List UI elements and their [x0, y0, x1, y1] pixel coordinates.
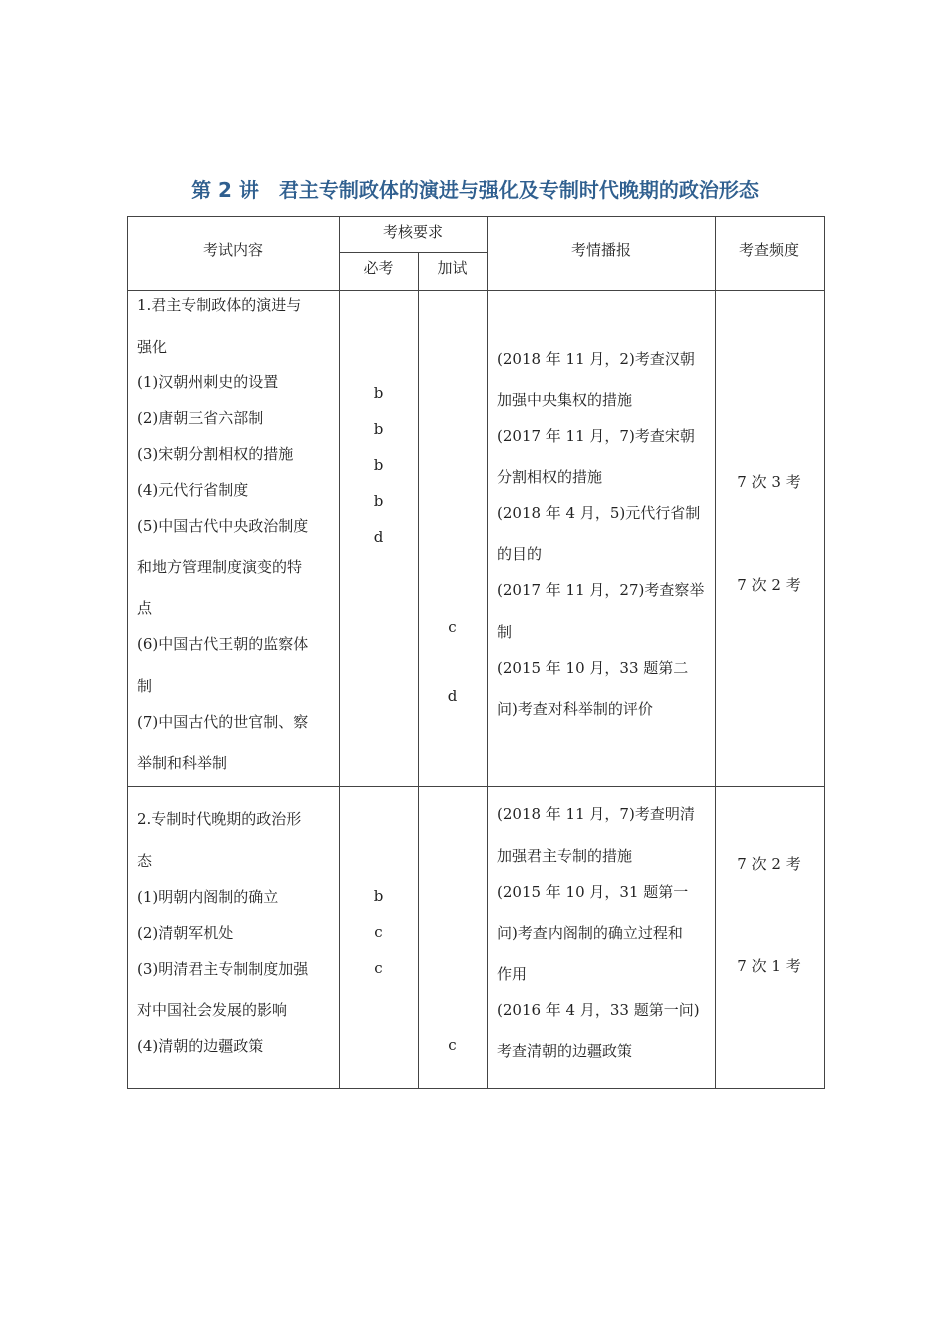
- content-line: (7)中国古代的世官制、察: [137, 713, 309, 731]
- required-grade: d: [373, 528, 384, 546]
- header-extra: 加试: [437, 259, 468, 277]
- header-frequency: 考查频度: [738, 241, 799, 259]
- report-line: (2015 年 10 月，31 题第一: [497, 883, 689, 901]
- required-grade: b: [373, 492, 384, 510]
- header-content: 考试内容: [202, 241, 263, 259]
- content-line: (4)元代行省制度: [137, 481, 249, 499]
- content-line: (2)清朝军机处: [137, 924, 234, 942]
- report-line: (2018 年 11 月，2)考查汉朝: [497, 350, 695, 368]
- extra-grade: c: [448, 618, 457, 636]
- table-divider: [339, 252, 487, 253]
- content-line: 强化: [137, 338, 168, 356]
- content-line: 点: [137, 599, 153, 617]
- table-divider: [487, 216, 488, 1088]
- report-line: 问)考查对科举制的评价: [497, 700, 653, 718]
- report-line: 考查清朝的边疆政策: [497, 1042, 633, 1060]
- report-line: 加强中央集权的措施: [497, 391, 633, 409]
- table-divider: [127, 290, 824, 291]
- frequency-value: 7 次 3 考: [737, 473, 801, 491]
- report-line: 作用: [497, 965, 528, 983]
- report-line: (2017 年 11 月，27)考查察举: [497, 581, 705, 599]
- report-line: 加强君主专制的措施: [497, 847, 633, 865]
- content-line: (3)明清君主专制制度加强: [137, 960, 309, 978]
- content-line: (4)清朝的边疆政策: [137, 1037, 264, 1055]
- table-divider: [418, 252, 419, 1088]
- content-line: 和地方管理制度演变的特: [137, 558, 303, 576]
- report-line: 分割相权的措施: [497, 468, 603, 486]
- frequency-value: 7 次 1 考: [737, 957, 801, 975]
- report-line: 的目的: [497, 545, 543, 563]
- required-grade: c: [374, 923, 383, 941]
- content-line: 举制和科举制: [137, 754, 228, 772]
- required-grade: b: [373, 384, 384, 402]
- report-line: 问)考查内阁制的确立过程和: [497, 924, 683, 942]
- frequency-value: 7 次 2 考: [737, 576, 801, 594]
- required-grade: b: [373, 456, 384, 474]
- page-title: 第 2 讲 君主专制政体的演进与强化及专制时代晚期的政治形态: [191, 178, 759, 202]
- content-line: 对中国社会发展的影响: [137, 1001, 288, 1019]
- header-required: 必考: [363, 259, 394, 277]
- header-report: 考情播报: [570, 241, 631, 259]
- content-line: (1)明朝内阁制的确立: [137, 888, 279, 906]
- content-line: 2.专制时代晚期的政治形: [137, 810, 302, 828]
- content-line: 态: [137, 852, 153, 870]
- report-line: (2017 年 11 月，7)考查宋朝: [497, 427, 695, 445]
- content-line: (1)汉朝州刺史的设置: [137, 373, 279, 391]
- table-divider: [127, 786, 824, 787]
- report-line: (2015 年 10 月，33 题第二: [497, 659, 689, 677]
- frequency-value: 7 次 2 考: [737, 855, 801, 873]
- content-line: 制: [137, 677, 153, 695]
- content-line: (5)中国古代中央政治制度: [137, 517, 309, 535]
- table-divider: [339, 216, 340, 1088]
- content-line: (2)唐朝三省六部制: [137, 409, 264, 427]
- content-line: 1.君主专制政体的演进与: [137, 296, 302, 314]
- extra-grade: d: [447, 687, 458, 705]
- report-line: (2018 年 4 月，5)元代行省制: [497, 504, 701, 522]
- report-line: (2016 年 4 月，33 题第一问): [497, 1001, 700, 1019]
- required-grade: b: [373, 420, 384, 438]
- report-line: (2018 年 11 月，7)考查明清: [497, 805, 695, 823]
- required-grade: b: [373, 887, 384, 905]
- report-line: 制: [497, 623, 513, 641]
- extra-grade: c: [448, 1036, 457, 1054]
- content-line: (6)中国古代王朝的监察体: [137, 635, 309, 653]
- content-line: (3)宋朝分割相权的措施: [137, 445, 294, 463]
- required-grade: c: [374, 959, 383, 977]
- header-requirement: 考核要求: [382, 223, 443, 241]
